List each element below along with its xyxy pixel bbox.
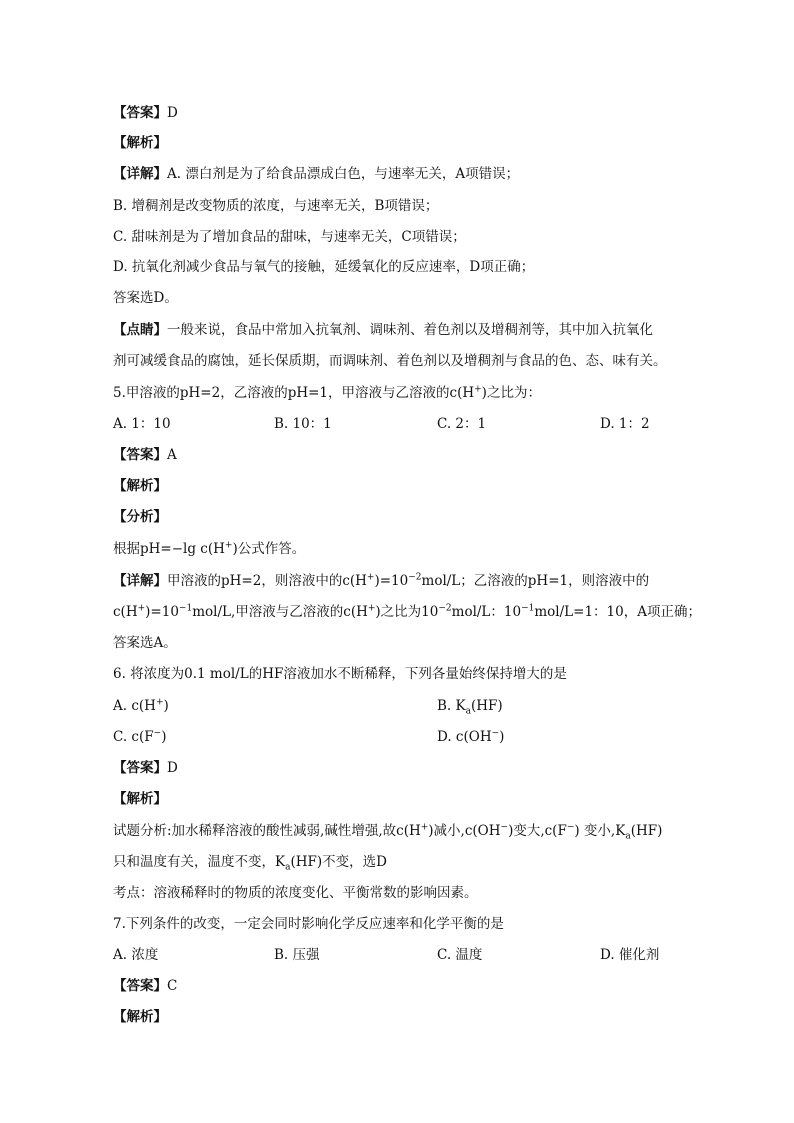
detail-label: 【详解】 bbox=[113, 166, 167, 182]
point-label: 【点睛】 bbox=[113, 322, 167, 338]
q4-detail-b: B. 增稠剂是改变物质的浓度，与速率无关，B项错误； bbox=[113, 198, 439, 214]
q6-option-c: C. c(F−) bbox=[113, 728, 167, 745]
q5-option-b: B. 10：1 bbox=[274, 416, 332, 432]
q7-option-b: B. 压强 bbox=[274, 947, 320, 963]
q4-detail-a bbox=[113, 164, 519, 184]
q6-stem: 6. 将浓度为0.1 mol/L的HF溶液加水不断稀释，下列各量始终保持增大的是 bbox=[113, 666, 567, 682]
q5-fenxi-text: 根据pH=−lg c(H+)公式作答。 bbox=[113, 540, 306, 557]
point-text: 一般来说，食品中常加入抗氧剂、调味剂、着色剂以及增稠剂等，其中加入抗氧化 bbox=[167, 322, 653, 338]
q5-fenxi-label: 【分析】 bbox=[113, 509, 167, 525]
q6-analysis-line1: 试题分析:加水稀释溶液的酸性减弱,碱性增强,故c(H+)减小,c(OH−)变大,c(F−) 变小$,K_a(HF)$ bbox=[113, 822, 663, 842]
q6-answer: 【答案】D bbox=[113, 760, 178, 776]
q5-stem: 5.甲溶液的pH=2，乙溶液的pH=1，甲溶液与乙溶液的c(H+)之比为： bbox=[113, 384, 541, 401]
q5-analysis-label: 【解析】 bbox=[113, 478, 167, 494]
q6-option-d: D. c(OH−) bbox=[437, 728, 505, 745]
q7-option-a: A. 浓度 bbox=[113, 947, 159, 963]
q5-option-a: A. 1：10 bbox=[113, 416, 171, 432]
answer-label: 【答案】 bbox=[113, 105, 167, 121]
q5-detail-line1: 【详解】甲溶液的pH=2，则溶液中的$c(H^+)=10^{-2}mol/L$；乙溶液的pH=1，则溶液中的 bbox=[113, 572, 650, 589]
q7-analysis-label: 【解析】 bbox=[113, 1009, 167, 1025]
q5-detail-line2: $c(H^+)=10^{-1}mol/L$,甲溶液与乙溶液的c(H+)之比为$10^{-2}mol/L$：$10^{-1}mol/L=1$：10，A项正确； bbox=[113, 603, 701, 620]
q7-option-c: C. 温度 bbox=[437, 947, 483, 963]
q4-detail-c: C. 甜味剂是为了增加食品的甜味，与速率无关，C项错误； bbox=[113, 229, 466, 245]
q6-analysis-line2: 只和温度有关，温度不变，$K_a(HF)$不变，选D bbox=[113, 854, 387, 873]
q5-answer: 【答案】A bbox=[113, 447, 177, 463]
q5-option-d: D. 1：2 bbox=[600, 416, 650, 432]
detail-text: A. 漂白剂是为了给食品漂成白色，与速率无关，A项错误； bbox=[167, 166, 520, 182]
q4-point-line2: 剂可减缓食品的腐蚀，延长保质期，而调味剂、着色剂以及增稠剂与食品的色、态、味有关。 bbox=[113, 353, 667, 369]
q6-option-b: B. $K_a(HF)$ bbox=[437, 698, 503, 717]
q5-option-c: C. 2：1 bbox=[437, 416, 487, 432]
q7-answer: 【答案】C bbox=[113, 978, 178, 994]
q4-detail-d: D. 抗氧化剂减少食品与氧气的接触，延缓氧化的反应速率，D项正确； bbox=[113, 259, 535, 275]
q4-analysis-label: 【解析】 bbox=[113, 135, 167, 151]
q7-option-d: D. 催化剂 bbox=[600, 947, 660, 963]
q5-conclusion: 答案选A。 bbox=[113, 635, 177, 651]
q4-answer bbox=[113, 103, 178, 123]
q6-option-a: A. c(H+) bbox=[113, 697, 169, 714]
q6-analysis-label: 【解析】 bbox=[113, 791, 167, 807]
q6-kaodian: 考点：溶液稀释时的物质的浓度变化、平衡常数的影响因素。 bbox=[113, 885, 478, 901]
answer-value: D bbox=[167, 105, 178, 121]
q4-point-line1 bbox=[113, 320, 653, 340]
q4-conclusion: 答案选D。 bbox=[113, 290, 178, 306]
q7-stem: 7.下列条件的改变，一定会同时影响化学反应速率和化学平衡的是 bbox=[113, 916, 504, 932]
